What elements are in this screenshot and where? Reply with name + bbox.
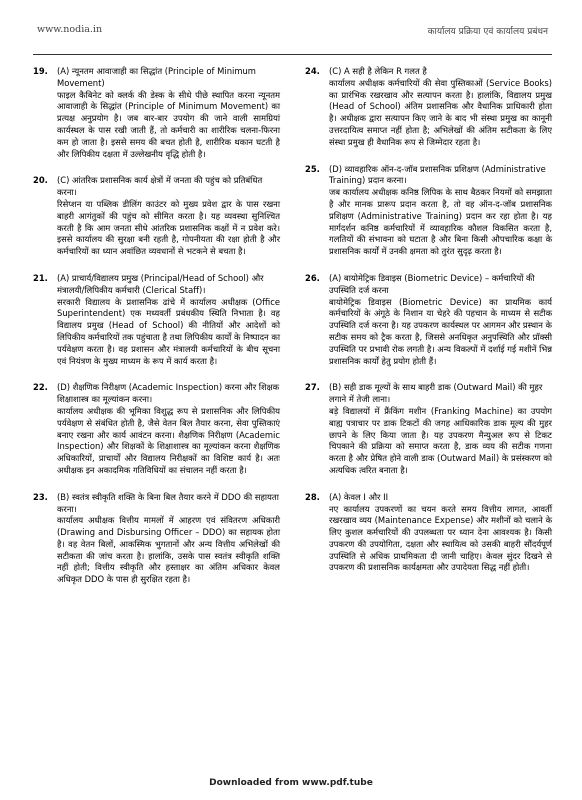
answer-text: (A) केवल I और II xyxy=(329,491,389,502)
question-22 xyxy=(33,382,280,476)
explanation-text: नए कार्यालय उपकरणों का चयन करते समय वित्तीय लागत, आवर्ती रखरखाव व्यय (Maintenance Expense) और मशीनों को चलाने के लिए कुशल कर्मचारियों की उपलब्धता पर ध्यान देना आवश्यक है। किसी उपकरण की उपयोगिता, दक्षता और स्थायित्व को उसकी बाहरी सौंदर्यपूर्ण उपस्थिति से अधिक प्राथमिकता दी जानी चाहिए। केवल सुंदर दिखने से उपकरण की प्रशासनिक कार्यक्षमता और उपादेयता सिद्ध नहीं होती। xyxy=(329,503,552,573)
explanation-text: कार्यालय अधीक्षक वित्तीय मामलों में आहरण एवं संवितरण अधिकारी (Drawing and Disbursing Officer – DDO) का सहायक होता है। वह वेतन बिलों, आकस्मिक भुगतानों और अन्य वित्तीय अभिलेखों की सटीकता की जांच करता है। हालांकि, उसके पास स्वतंत्र स्वीकृति शक्ति नहीं होती; वित्तीय स्वीकृति और हस्ताक्षर का अंतिम अधिकार केवल अधिकृत DDO के पास ही सुरक्षित रहता है। xyxy=(57,515,280,585)
download-footer: Downloaded from www.pdf.tube xyxy=(209,778,373,788)
answer-text: (D) व्यावहारिक ऑन-द-जॉब प्रशासनिक प्रशिक्षण (Administrative Training) प्रदान करना। xyxy=(329,163,546,186)
left-column xyxy=(33,66,280,601)
question-number: 23. xyxy=(33,491,48,502)
question-number: 24. xyxy=(305,66,320,76)
answer-text: (D) शैक्षणिक निरीक्षण (Academic Inspection) करना और शिक्षक शिक्षाशास्त्र का मूल्यांकन करना। xyxy=(57,382,280,405)
question-number: 20. xyxy=(33,175,48,186)
explanation-text: बड़े विद्यालयों में फ्रैंकिंग मशीन (Franking Machine) का उपयोग बाह्य पत्राचार पर डाक टिकटों की जगह आधिकारिक डाक मूल्य की मुहर छापने के लिए किया जाता है। यह उपकरण मैन्युअल रूप से टिकट चिपकाने की प्रक्रिया को समाप्त करता है, डाक व्यय की सटीक गणना करता है और प्रेषित होने वाली डाक (Outward Mail) के प्रसंस्करण को अत्यधिक त्वरित बनाता है। xyxy=(329,405,552,475)
explanation-text: जब कार्यालय अधीक्षक कनिष्ठ लिपिक के साथ बैठकर नियमों को समझाता है और मानक प्रारूप प्रदान करता है, तो वह ऑन-द-जॉब प्रशासनिक प्रशिक्षण (Administrative Training) प्रदान कर रहा होता है। यह मार्गदर्शन कनिष्ठ कर्मचारियों में व्यावहारिक कौशल विकसित करता है, गलतियों की संभावना को घटाता है और बिना किसी औपचारिक कक्षा के प्रशासनिक कार्यों में उनकी क्षमता को तुरंत सुदृढ़ करता है। xyxy=(329,187,552,257)
answer-text: (C) आंतरिक प्रशासनिक कार्य क्षेत्रों में जनता की पहुंच को प्रतिबंधित करना। xyxy=(57,175,263,198)
answer-text: (A) बायोमेट्रिक डिवाइस (Biometric Device) – कर्मचारियों की उपस्थिति दर्ज करना xyxy=(329,272,535,295)
question-26 xyxy=(305,273,552,367)
question-number: 28. xyxy=(305,491,320,502)
question-24 xyxy=(305,66,552,149)
explanation-text: सरकारी विद्यालय के प्रशासनिक ढांचे में कार्यालय अधीक्षक (Office Superintendent) एक मध्यवर्ती प्रबंधकीय स्थिति निभाता है। वह विद्यालय प्रमुख (Head of School) की नीतियों और आदेशों को लिपिकीय कर्मचारियों तक पहुंचाता है तथा लिपिकीय कार्यों के निष्पादन का पर्यवेक्षण करता है। वह प्रशासन और मंत्रालयी कर्मचारियों के बीच सूचना एवं नियंत्रण के मुख्य माध्यम के रूप में कार्य करता है। xyxy=(57,296,280,366)
chapter-title: कार्यालय प्रक्रिया एवं कार्यालय प्रबंधन xyxy=(427,27,548,37)
answer-text: (B) सही डाक मूल्यों के साथ बाहरी डाक (Outward Mail) की मुहर लगाने में तेजी लाना। xyxy=(329,382,543,405)
question-19 xyxy=(33,66,280,160)
question-number: 27. xyxy=(305,382,320,393)
content-columns xyxy=(33,66,552,760)
explanation-text: बायोमेट्रिक डिवाइस (Biometric Device) का प्राथमिक कार्य कर्मचारियों के अंगूठे के निशान या चेहरे की पहचान के माध्यम से सटीक उपस्थिति दर्ज करना है। यह उपकरण कार्यस्थल पर आगमन और प्रस्थान के सटीक समय को ट्रैक करता है, जिससे अनधिकृत अनुपस्थिति और प्रॉक्सी उपस्थिति पर प्रभावी रोक लगती है। अन्य विकल्पों में दर्शाई गई मशीनें भिन्न प्रशासनिक कार्यों हेतु प्रयोग होती हैं। xyxy=(329,296,552,366)
question-27 xyxy=(305,382,552,476)
question-21 xyxy=(33,273,280,367)
explanation-text: फाइल कैबिनेट को क्लर्क की डेस्क के सीधे पीछे स्थापित करना न्यूनतम आवाजाही के सिद्धांत (Principle of Minimum Movement) का प्रत्यक्ष अनुप्रयोग है। जब बार-बार उपयोग की जाने वाली सामग्रियां कार्यस्थल के पास रखी जाती हैं, तो कर्मचारी का शारीरिक चलना-फिरना कम हो जाता है। इससे समय की बचत होती है, शारीरिक थकान घटती है और लिपिकीय दक्षता में उल्लेखनीय वृद्धि होती है। xyxy=(57,89,280,159)
question-23 xyxy=(33,492,280,586)
explanation-text: कार्यालय अधीक्षक की भूमिका विशुद्ध रूप से प्रशासनिक और लिपिकीय पर्यवेक्षण से संबंधित होती है, जैसे वेतन बिल तैयार करना, सेवा पुस्तिकाएं बनाए रखना और कार्य आवंटन करना। शैक्षणिक निरीक्षण (Academic Inspection) और शिक्षकों के शिक्षाशास्त्र का मूल्यांकन करना शैक्षणिक अधिकारियों, प्राचार्यों और विद्यालय निरीक्षकों का विशिष्ट कार्य है। अतः अधीक्षक इन अकादमिक गतिविधियों का संचालन नहीं करता है। xyxy=(57,405,280,475)
explanation-text: रिसेप्शन या पब्लिक डीलिंग काउंटर को मुख्य प्रवेश द्वार के पास रखना बाहरी आगंतुकों की पहुंच को सीमित करता है। यह व्यवस्था सुनिश्चित करती है कि आम जनता सीधे आंतरिक प्रशासनिक कक्षों में न प्रवेश करे। इससे कार्यालय की सुरक्षा बनी रहती है, गोपनीयता की रक्षा होती है और कर्मचारियों का ध्यान अवांछित व्यवधानों से भटकने से बचता है। xyxy=(57,198,280,257)
question-25 xyxy=(305,164,552,258)
question-number: 19. xyxy=(33,66,48,76)
question-28 xyxy=(305,492,552,575)
answer-text: (B) स्वतंत्र स्वीकृति शक्ति के बिना बिल तैयार करने में DDO की सहायता करना। xyxy=(57,491,279,514)
question-20 xyxy=(33,175,280,258)
question-number: 21. xyxy=(33,272,48,283)
explanation-text: कार्यालय अधीक्षक कर्मचारियों की सेवा पुस्तिकाओं (Service Books) का प्रारंभिक रखरखाव और सत्यापन करता है। हालांकि, विद्यालय प्रमुख (Head of School) अंतिम प्रशासनिक और वैधानिक प्राधिकारी होता है। अधीक्षक द्वारा सत्यापन किए जाने के बाद भी संस्था प्रमुख का कानूनी उत्तरदायित्व समाप्त नहीं होता है; अभिलेखों की अंतिम सटीकता के लिए संस्था प्रमुख ही वैधानिक रूप से जिम्मेदार रहता है। xyxy=(329,77,552,147)
page-header xyxy=(33,14,552,55)
answer-text: (A) प्राचार्य/विद्यालय प्रमुख (Principal/Head of School) और मंत्रालयी/लिपिकीय कर्मचारी (Clerical Staff)। xyxy=(57,272,264,295)
right-column xyxy=(305,66,552,589)
site-url: www.nodia.in xyxy=(37,24,103,35)
answer-text: (A) न्यूनतम आवाजाही का सिद्धांत (Principle of Minimum Movement) xyxy=(57,66,256,88)
question-number: 22. xyxy=(33,382,48,393)
question-number: 26. xyxy=(305,272,320,283)
answer-text: (C) A सही है लेकिन R गलत है xyxy=(329,66,427,76)
question-number: 25. xyxy=(305,163,320,174)
